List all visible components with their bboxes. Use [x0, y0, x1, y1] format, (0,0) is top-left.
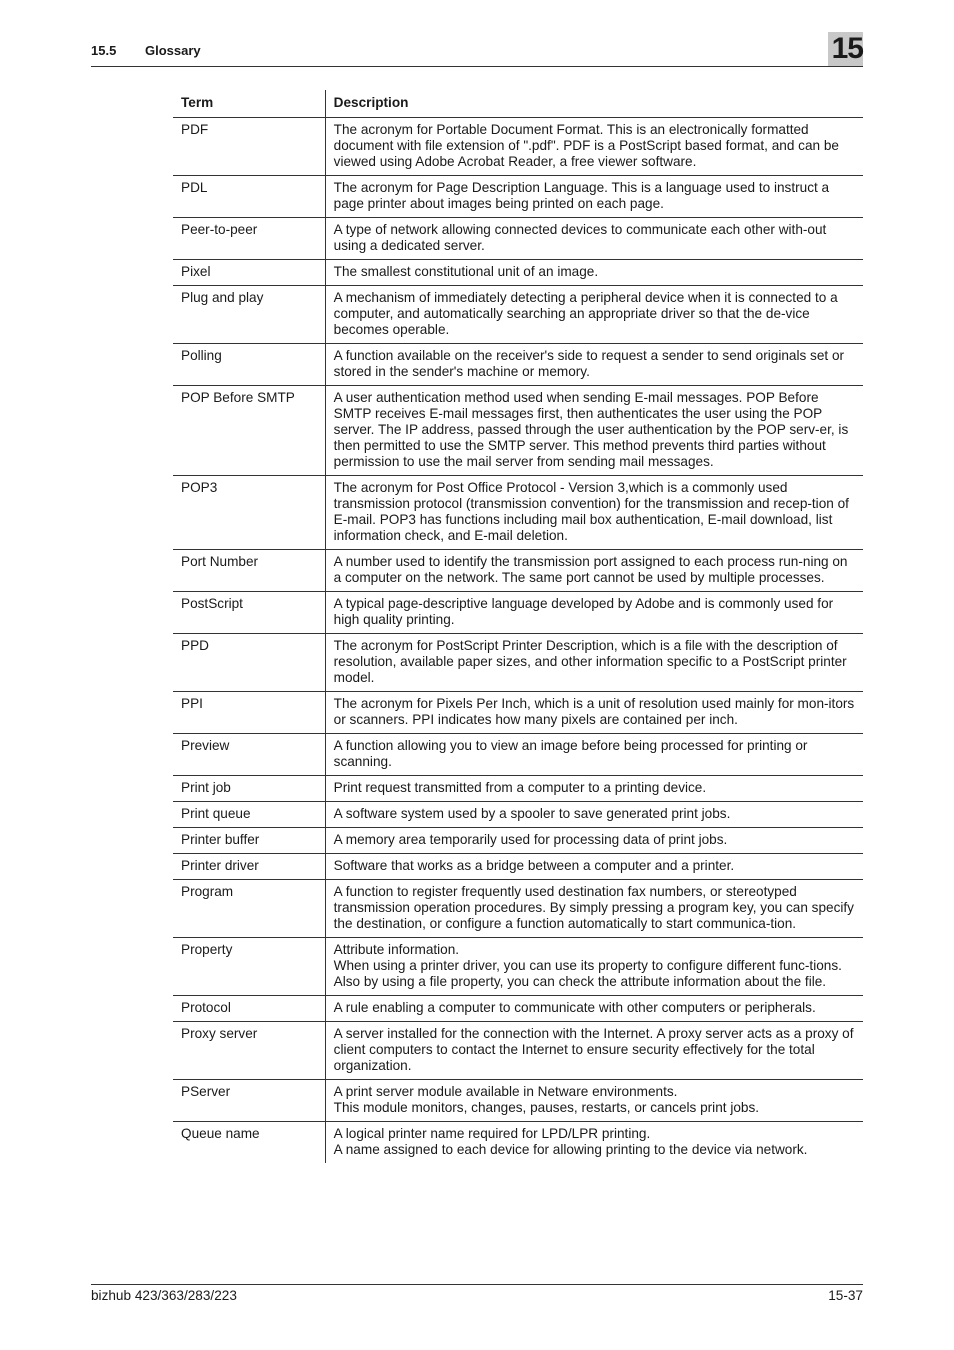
glossary-description — [325, 828, 863, 854]
table-row — [173, 1122, 863, 1164]
glossary-term: Peer-to-peer — [173, 218, 325, 260]
table-row — [173, 938, 863, 996]
glossary-description — [325, 1080, 863, 1122]
glossary-description — [325, 118, 863, 176]
table-row — [173, 692, 863, 734]
table-row — [173, 734, 863, 776]
description-paragraph: A mechanism of immediately detecting a peripheral device when it is connected to a computer, and automatically searching an appropriate driver so that the de-vice becomes operable. — [333, 290, 838, 337]
column-header-term: Term — [173, 90, 325, 118]
glossary-term: Printer driver — [173, 854, 325, 880]
description-paragraph: A typical page-descriptive language developed by Adobe and is commonly used for high quality printing. — [333, 596, 834, 627]
column-header-description: Description — [325, 90, 863, 118]
glossary-term: PPI — [173, 692, 325, 734]
section-number: 15.5 — [91, 43, 117, 58]
table-row — [173, 386, 863, 476]
glossary-term: Preview — [173, 734, 325, 776]
glossary-term: PostScript — [173, 592, 325, 634]
description-paragraph: A function allowing you to view an image before being processed for printing or scanning. — [333, 738, 808, 769]
description-paragraph: A function available on the receiver's side to request a sender to send originals set or stored in the sender's machine or memory. — [333, 348, 845, 379]
glossary-body — [173, 118, 863, 1164]
glossary-description — [325, 634, 863, 692]
table-row — [173, 344, 863, 386]
table-row — [173, 634, 863, 692]
description-paragraph: A memory area temporarily used for processing data of print jobs. — [333, 832, 728, 847]
page-footer — [91, 1284, 863, 1303]
glossary-description — [325, 880, 863, 938]
glossary-description — [325, 286, 863, 344]
description-paragraph: A server installed for the connection with the Internet. A proxy server acts as a proxy of client computers to contact the Internet to ensure security effectively for the total organization. — [333, 1026, 854, 1073]
table-row — [173, 1022, 863, 1080]
glossary-term: Queue name — [173, 1122, 325, 1164]
glossary-description — [325, 1022, 863, 1080]
description-paragraph: The acronym for Page Description Language. This is a language used to instruct a page printer about images being printed on each page. — [333, 180, 830, 211]
glossary-description — [325, 344, 863, 386]
description-paragraph: A logical printer name required for LPD/LPR printing. — [333, 1126, 651, 1141]
glossary-description — [325, 176, 863, 218]
glossary-term: PPD — [173, 634, 325, 692]
description-paragraph: A user authentication method used when sending E-mail messages. POP Before SMTP receives E-mail messages first, then authenticates the user using the POP server. The IP address, passed through the user authentication by the POP serv-er, is then permitted to use the SMTP server. This method prevents third parties without permission to use the mail server from sending mail messages. — [333, 390, 849, 469]
description-paragraph: A print server module available in Netware environments. — [333, 1084, 678, 1099]
description-paragraph: The acronym for Pixels Per Inch, which is a unit of resolution used mainly for mon-itors or scanners. PPI indicates how many pixels are contained per inch. — [333, 696, 855, 727]
table-row — [173, 476, 863, 550]
glossary-term: Port Number — [173, 550, 325, 592]
glossary-description — [325, 996, 863, 1022]
glossary-term: POP3 — [173, 476, 325, 550]
glossary-description — [325, 1122, 863, 1164]
glossary-term: Printer buffer — [173, 828, 325, 854]
table-row — [173, 1080, 863, 1122]
table-row — [173, 802, 863, 828]
glossary-description — [325, 218, 863, 260]
table-row — [173, 286, 863, 344]
description-paragraph: A name assigned to each device for allowing printing to the device via network. — [333, 1142, 808, 1157]
glossary-term: Plug and play — [173, 286, 325, 344]
page-header — [91, 32, 863, 67]
glossary-description — [325, 386, 863, 476]
description-paragraph: This module monitors, changes, pauses, restarts, or cancels print jobs. — [333, 1100, 760, 1115]
table-header-row — [173, 90, 863, 118]
glossary-description — [325, 592, 863, 634]
chapter-number-badge: 15 — [828, 32, 863, 66]
glossary-term: PServer — [173, 1080, 325, 1122]
table-row — [173, 996, 863, 1022]
table-row — [173, 776, 863, 802]
glossary-term: PDL — [173, 176, 325, 218]
description-paragraph: A function to register frequently used destination fax numbers, or stereotyped transmission operation procedures. By simply pressing a program key, you can specify the destination, or configure a function automatically to start communica-tion. — [333, 884, 854, 931]
glossary-term: Protocol — [173, 996, 325, 1022]
description-paragraph: The acronym for Post Office Protocol - Version 3,which is a commonly used transmission protocol (transmission convention) for the transmission and recep-tion of E-mail. POP3 has functions including mail box authentication, E-mail download, list information check, and E-mail deletion. — [333, 480, 849, 543]
glossary-description — [325, 776, 863, 802]
footer-model-name: bizhub 423/363/283/223 — [91, 1288, 237, 1303]
table-row — [173, 828, 863, 854]
description-paragraph: A rule enabling a computer to communicate with other computers or peripherals. — [333, 1000, 816, 1015]
glossary-term: Print job — [173, 776, 325, 802]
table-row — [173, 118, 863, 176]
footer-page-number: 15-37 — [828, 1288, 863, 1303]
description-paragraph: A type of network allowing connected devices to communicate each other with-out using a dedicated server. — [333, 222, 827, 253]
description-paragraph: Software that works as a bridge between a computer and a printer. — [333, 858, 735, 873]
description-paragraph: When using a printer driver, you can use its property to configure different func-tions. — [333, 958, 842, 973]
glossary-description — [325, 734, 863, 776]
description-paragraph: The acronym for Portable Document Format. This is an electronically formatted document with file extension of ".pdf". PDF is a PostScript based format, and can be viewed using Adobe Acrobat Reader, a free viewer software. — [333, 122, 839, 169]
glossary-description — [325, 854, 863, 880]
glossary-term: Program — [173, 880, 325, 938]
glossary-term: Property — [173, 938, 325, 996]
table-row — [173, 592, 863, 634]
glossary-term: Print queue — [173, 802, 325, 828]
glossary-description — [325, 550, 863, 592]
glossary-description — [325, 938, 863, 996]
table-row — [173, 880, 863, 938]
glossary-term: Proxy server — [173, 1022, 325, 1080]
description-paragraph: The smallest constitutional unit of an image. — [333, 264, 599, 279]
table-row — [173, 854, 863, 880]
description-paragraph: A software system used by a spooler to save generated print jobs. — [333, 806, 731, 821]
glossary-term: POP Before SMTP — [173, 386, 325, 476]
glossary-description — [325, 260, 863, 286]
description-paragraph: The acronym for PostScript Printer Description, which is a file with the description of resolution, available paper sizes, and other information specific to a PostScript printer model. — [333, 638, 847, 685]
glossary-table — [173, 90, 863, 1163]
table-row — [173, 260, 863, 286]
description-paragraph: Attribute information. — [333, 942, 460, 957]
glossary-description — [325, 692, 863, 734]
description-paragraph: Also by using a file property, you can check the attribute information about the file. — [333, 974, 827, 989]
description-paragraph: A number used to identify the transmission port assigned to each process run-ning on a computer on the network. The same port cannot be used by multiple processes. — [333, 554, 848, 585]
table-row — [173, 176, 863, 218]
glossary-description — [325, 802, 863, 828]
table-row — [173, 218, 863, 260]
glossary-term: PDF — [173, 118, 325, 176]
glossary-term: Polling — [173, 344, 325, 386]
glossary-term: Pixel — [173, 260, 325, 286]
section-title: Glossary — [145, 43, 201, 58]
glossary-description — [325, 476, 863, 550]
table-row — [173, 550, 863, 592]
description-paragraph: Print request transmitted from a computer to a printing device. — [333, 780, 707, 795]
